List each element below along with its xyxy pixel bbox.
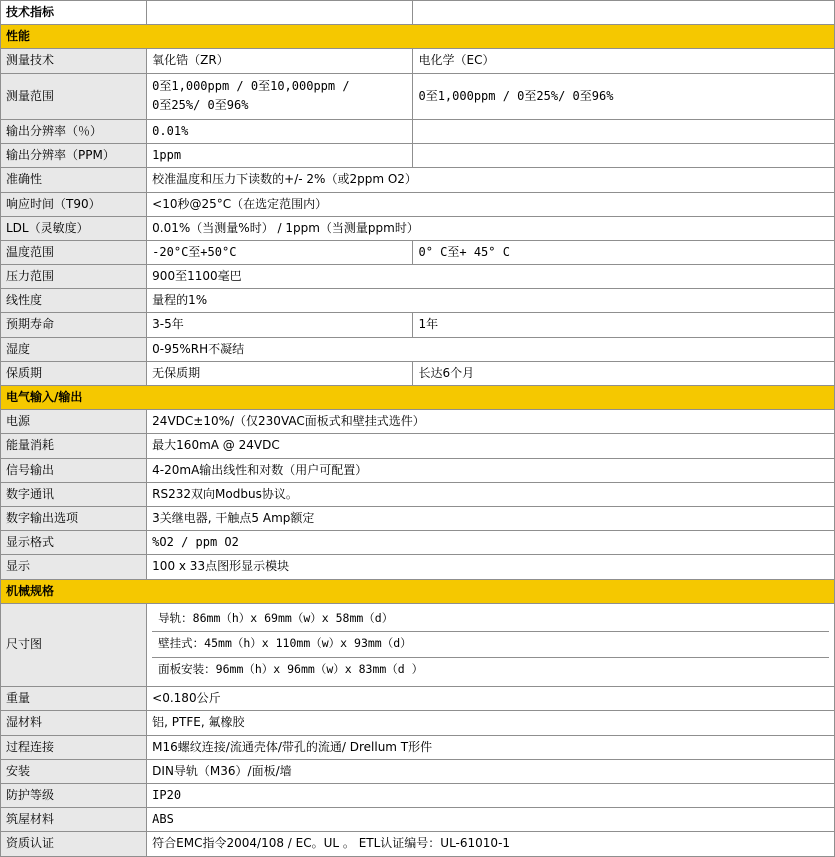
table-row	[1, 361, 835, 385]
row-label-response-time: 响应时间（T90）	[1, 192, 147, 216]
table-row	[1, 144, 835, 168]
table-row	[1, 73, 835, 119]
table-row	[1, 687, 835, 711]
row-label-measurement-range: 测量范围	[1, 73, 147, 119]
row-label-output-resolution-ppm: 输出分辨率（PPM）	[1, 144, 147, 168]
dimension-line-din-rail: 导轨：86mm（h）x 69mm（w）x 58mm（d）	[152, 607, 829, 633]
table-row	[1, 337, 835, 361]
row-value-housing-material: ABS	[147, 808, 835, 832]
row-label-temperature-range: 温度范围	[1, 240, 147, 264]
table-row-title	[1, 1, 835, 25]
table-row	[1, 832, 835, 856]
row-value-output-resolution-percent: 0.01%	[147, 119, 413, 143]
row-value-shelf-life-zr: 无保质期	[147, 361, 413, 385]
row-value-expected-life-zr: 3-5年	[147, 313, 413, 337]
page-title: 技术指标	[1, 1, 147, 25]
dimension-line-wall-mount: 壁挂式：45mm（h）x 110mm（w）x 93mm（d）	[152, 632, 829, 658]
row-label-ldl: LDL（灵敏度）	[1, 216, 147, 240]
row-value-temperature-range-zr: -20°C至+50°C	[147, 240, 413, 264]
row-label-dimensions: 尺寸图	[1, 603, 147, 687]
section-label-mechanical: 机械规格	[1, 579, 835, 603]
row-value-range-zr	[147, 73, 413, 119]
row-label-wetted-materials: 湿材料	[1, 711, 147, 735]
row-value-pressure-range: 900至1100毫巴	[147, 265, 835, 289]
table-row	[1, 240, 835, 264]
row-label-output-resolution-percent: 输出分辨率（％）	[1, 119, 147, 143]
section-label-performance: 性能	[1, 25, 835, 49]
row-label-display-format: 显示格式	[1, 531, 147, 555]
row-value-output-resolution-ppm-right	[413, 144, 835, 168]
row-label-digital-output-options: 数字输出选项	[1, 506, 147, 530]
row-value-expected-life-ec: 1年	[413, 313, 835, 337]
row-value-ingress-protection: IP20	[147, 783, 835, 807]
row-value-mounting: DIN导轨（M36）/面板/墙	[147, 759, 835, 783]
table-row	[1, 783, 835, 807]
range-zr-line-2: 0至25%/ 0至96%	[152, 97, 249, 112]
row-value-zr: 氧化锆（ZR）	[147, 49, 413, 73]
table-row	[1, 808, 835, 832]
row-value-shelf-life-ec: 长达6个月	[413, 361, 835, 385]
row-value-certifications: 符合EMC指令2004/108 / EC。UL 。 ETL认证编号：UL-61010-1	[147, 832, 835, 856]
row-label-power-supply: 电源	[1, 410, 147, 434]
row-value-display-format: %O2 / ppm O2	[147, 531, 835, 555]
table-row	[1, 711, 835, 735]
row-label-pressure-range: 压力范围	[1, 265, 147, 289]
row-value-weight: <0.180公斤	[147, 687, 835, 711]
row-value-response-time: <10秒@25°C（在选定范围内）	[147, 192, 835, 216]
row-label-weight: 重量	[1, 687, 147, 711]
row-value-accuracy: 校准温度和压力下读数的+/- 2%（或2ppm O2）	[147, 168, 835, 192]
table-row	[1, 434, 835, 458]
row-value-wetted-materials: 铝, PTFE, 氟橡胶	[147, 711, 835, 735]
row-label-power-consumption: 能量消耗	[1, 434, 147, 458]
row-label-accuracy: 准确性	[1, 168, 147, 192]
row-value-linearity: 量程的1%	[147, 289, 835, 313]
row-value-digital-output-options: 3关继电器, 干触点5 Amp额定	[147, 506, 835, 530]
row-label-process-connection: 过程连接	[1, 735, 147, 759]
table-row	[1, 265, 835, 289]
row-value-signal-output: 4-20mA输出线性和对数（用户可配置）	[147, 458, 835, 482]
row-value-ldl: 0.01%（当测量%时） / 1ppm（当测量ppm时）	[147, 216, 835, 240]
row-label-measurement-technology: 测量技术	[1, 49, 147, 73]
table-row	[1, 289, 835, 313]
table-row	[1, 410, 835, 434]
table-row	[1, 192, 835, 216]
table-row	[1, 168, 835, 192]
section-label-electrical: 电气输入/输出	[1, 386, 835, 410]
range-zr-line-1: 0至1,000ppm / 0至10,000ppm /	[152, 78, 350, 93]
section-header-performance	[1, 25, 835, 49]
row-label-ingress-protection: 防护等级	[1, 783, 147, 807]
row-value-power-consumption: 最大160mA @ 24VDC	[147, 434, 835, 458]
table-row	[1, 216, 835, 240]
table-row	[1, 119, 835, 143]
title-blank-right	[413, 1, 835, 25]
section-header-mechanical	[1, 579, 835, 603]
row-label-humidity: 湿度	[1, 337, 147, 361]
table-row	[1, 759, 835, 783]
row-value-ec: 电化学（EC）	[413, 49, 835, 73]
table-row	[1, 735, 835, 759]
table-row	[1, 531, 835, 555]
table-row	[1, 506, 835, 530]
title-blank-mid	[147, 1, 413, 25]
row-value-dimensions	[147, 603, 835, 687]
row-value-display: 100 x 33点图形显示模块	[147, 555, 835, 579]
row-label-expected-life: 预期寿命	[1, 313, 147, 337]
row-label-display: 显示	[1, 555, 147, 579]
row-label-signal-output: 信号输出	[1, 458, 147, 482]
table-row	[1, 603, 835, 687]
table-row	[1, 555, 835, 579]
row-label-linearity: 线性度	[1, 289, 147, 313]
table-row	[1, 49, 835, 73]
row-value-process-connection: M16螺纹连接/流通壳体/带孔的流通/ Drellum T形件	[147, 735, 835, 759]
row-value-output-resolution-percent-right	[413, 119, 835, 143]
section-header-electrical	[1, 386, 835, 410]
row-label-shelf-life: 保质期	[1, 361, 147, 385]
row-label-housing-material: 筑屋材料	[1, 808, 147, 832]
dimension-line-panel-mount: 面板安装：96mm（h）x 96mm（w）x 83mm（d ）	[158, 661, 424, 676]
row-value-range-ec: 0至1,000ppm / 0至25%/ 0至96%	[413, 73, 835, 119]
row-value-digital-communication: RS232双向Modbus协议。	[147, 482, 835, 506]
row-value-humidity: 0-95%RH不凝结	[147, 337, 835, 361]
table-row	[1, 458, 835, 482]
row-value-power-supply: 24VDC±10%/（仅230VAC面板式和壁挂式选件）	[147, 410, 835, 434]
row-label-digital-communication: 数字通讯	[1, 482, 147, 506]
row-value-output-resolution-ppm: 1ppm	[147, 144, 413, 168]
row-label-certifications: 资质认证	[1, 832, 147, 856]
table-row	[1, 313, 835, 337]
row-value-temperature-range-ec: 0° C至+ 45° C	[413, 240, 835, 264]
row-label-mounting: 安装	[1, 759, 147, 783]
table-row	[1, 482, 835, 506]
